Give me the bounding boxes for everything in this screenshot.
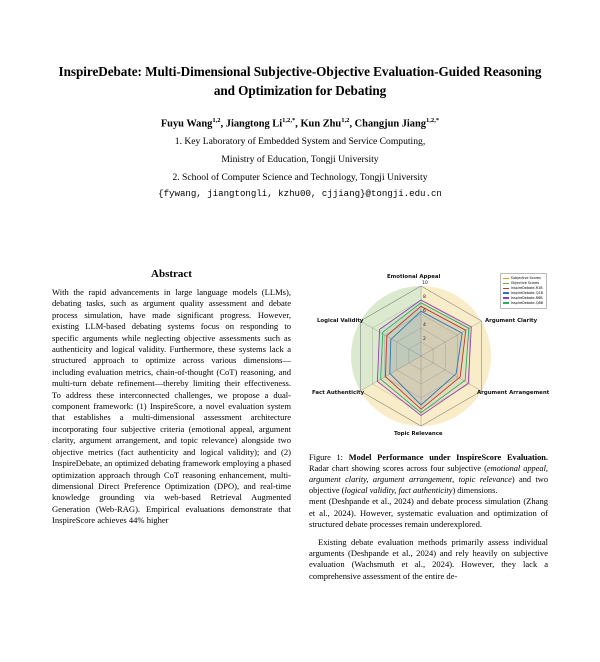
legend-label: Subjective Scores xyxy=(510,276,541,280)
figure-label: Figure 1: xyxy=(309,453,343,462)
author-name: Kun Zhu xyxy=(300,118,342,130)
legend-item xyxy=(503,301,543,306)
author-affil-marker: 1,2 xyxy=(341,117,350,125)
radar-tick-4: 4 xyxy=(423,323,426,328)
author-list: Fuyu Wang$^{1,2}$, Jiangtong $Li^{1,2,*}$, Kun Zhu$^{1,2}$, Changjun Jiang$^{1,2,*}$ xyxy=(160,117,440,130)
author-name: Fuyu Wang xyxy=(160,118,213,130)
figure-1 xyxy=(309,268,548,496)
figure-caption xyxy=(309,452,548,496)
radar-axis-topic-relevance: Topic Relevance xyxy=(394,431,443,437)
author-name: Jiangtong Li xyxy=(225,118,283,130)
radar-axis-logical-validity: Logical Validity xyxy=(317,318,364,324)
right-column-paragraph-2: Existing debate evaluation methods primarily assess individual arguments (Deshpande et al., 2024) and rely heavily on subjective evaluation (Wachsmuth et al., 2024). However, they lack a comprehensive assessment of the entire de- xyxy=(309,536,548,581)
figure-title: Model Performance under InspireScore Evaluation. xyxy=(348,453,548,462)
radar-axis-argument-clarity: Argument Clarity xyxy=(485,318,538,324)
legend-swatch-icon xyxy=(503,297,509,299)
radar-chart xyxy=(309,268,548,446)
legend-label: InspireDebate-Q1B xyxy=(510,290,543,295)
affiliation-line-1: 1. Key Laboratory of Embedded System and Service Computing, xyxy=(174,136,426,148)
legend-swatch-icon xyxy=(503,302,509,304)
radar-axis-argument-arrangement: Argument Arrangement xyxy=(477,390,550,396)
figure-caption-part: Radar chart showing scores across four subjective ( xyxy=(309,464,487,474)
radar-tick-10: 10 xyxy=(422,281,428,286)
two-column-body xyxy=(52,268,548,582)
left-column xyxy=(52,268,291,582)
legend-label: Objective Scores xyxy=(510,280,540,285)
right-column xyxy=(309,268,548,582)
figure-caption-italic-2: logical validity, fact authenticity xyxy=(344,486,453,496)
affiliation-line-3: 2. School of Computer Science and Technology, Tongji University xyxy=(172,171,428,183)
author-affil-marker: 1,2,* xyxy=(282,117,296,125)
figure-caption-part: ) dimensions. xyxy=(452,486,498,496)
right-column-paragraph-1: ment (Deshpande et al., 2024) and debate process simulation (Zhang et al., 2024). However, systematic evaluation and optimization of structured debate processes remain underexplored. xyxy=(309,496,548,530)
figure-caption-italic-1: emotional appeal, argument clarity, argument arrangement, topic relevance xyxy=(309,464,548,485)
author-affil-marker: 1,2 xyxy=(212,117,221,125)
legend-swatch-icon xyxy=(503,288,509,290)
legend-label: InspireDebate-R1B xyxy=(510,285,543,290)
page-title: InspireDebate: Multi-Dimensional Subjective-Objective Evaluation-Guided Reasoning and Optimization for Debating xyxy=(58,64,542,99)
paper-page xyxy=(0,62,600,662)
radar-tick-6: 6 xyxy=(423,309,426,314)
legend-swatch-icon xyxy=(503,292,509,294)
figure-caption-part: ) and two objective ( xyxy=(309,475,549,496)
radar-tick-8: 8 xyxy=(423,295,426,300)
radar-tick-2: 2 xyxy=(423,337,426,342)
radar-axis-fact-authenticity: Fact Authenticity xyxy=(312,390,365,396)
author-name: Changjun Jiang xyxy=(354,118,426,130)
chart-legend xyxy=(500,273,547,309)
radar-axis-emotional-appeal: Emotional Appeal xyxy=(387,274,441,280)
legend-swatch-icon xyxy=(503,278,509,280)
legend-label: InspireDebate-Q8B xyxy=(510,300,543,305)
author-affil-marker: 1,2,* xyxy=(425,117,440,125)
contact-email[interactable]: {fywang, jiangtongli, kzhu00, cjjiang}@tongji.edu.cn xyxy=(158,188,442,200)
abstract-heading: Abstract xyxy=(151,268,192,280)
affiliation-line-2: Ministry of Education, Tongji University xyxy=(221,153,379,165)
abstract-text: With the rapid advancements in large language models (LLMs), debating tasks, such as argument quality assessment and debate process simulation, have made significant progress. However, existing LLM-based debating systems focus on responding to specific arguments while neglecting objective assessments such as authenticity and logical validity. Furthermore, these systems lack a structured approach to optimize across various dimensions—including evaluation metrics, chain-of-thought (CoT) reasoning, and multi-turn debate refinement—thereby limiting their effectiveness. To address these interconnected challenges, we propose a dual-component framework: (1) InspireScore, a novel evaluation system that establishes a multi-dimensional assessment architecture incorporating four subjective criteria (emotional appeal, argument clarity, argument arrangement, and topic relevance) alongside two objective metrics (fact authenticity and logical validity); and (2) InspireDebate, an optimized debating framework employing a phased optimization approach through CoT reasoning enhancement, multi-dimensional Direct Preference Optimization (DPO), and real-time knowledge grounding via web-based Retrieval Augmented Generation (Web-RAG). Empirical evaluations demonstrate that InspireScore achieves 44% higher xyxy=(52,287,291,526)
legend-swatch-icon xyxy=(503,283,509,285)
legend-label: InspireDebate-R8B xyxy=(510,295,543,300)
